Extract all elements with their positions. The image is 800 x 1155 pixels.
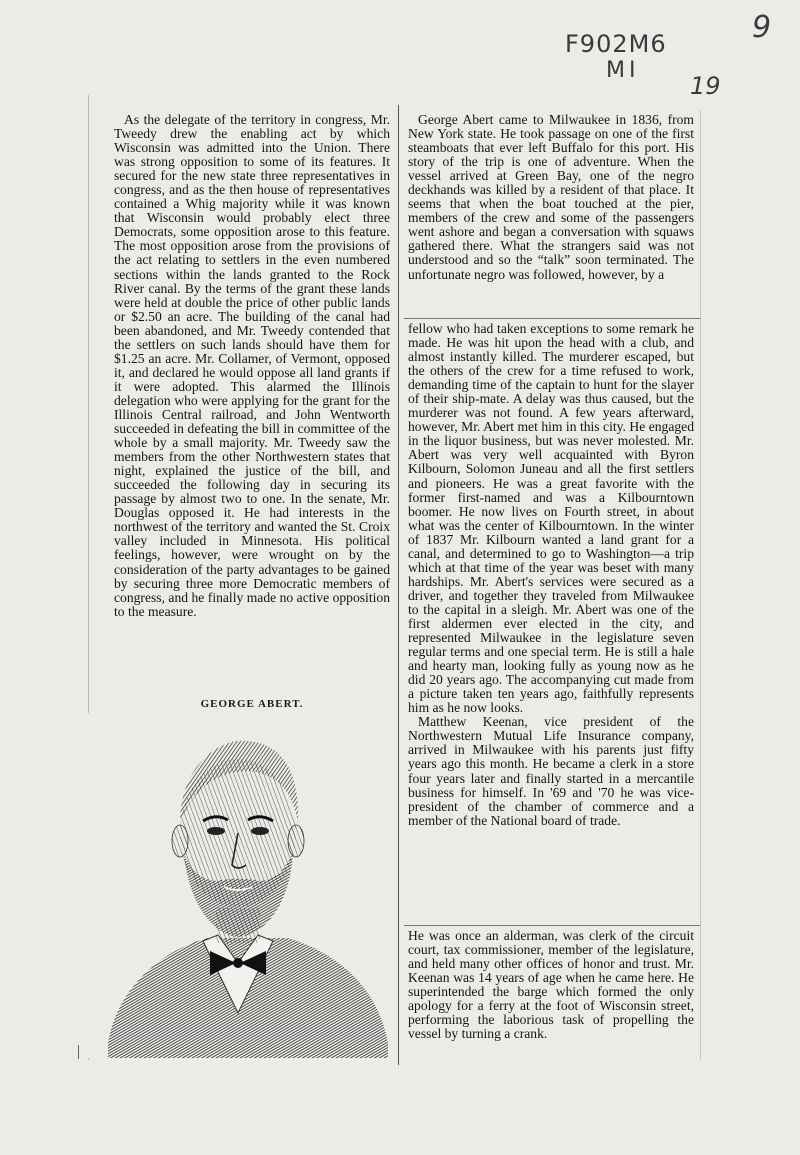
portrait-caption: GEORGE ABERT. bbox=[200, 698, 304, 710]
page-number-annotation: 19 bbox=[690, 72, 721, 100]
right-column-continued bbox=[408, 322, 694, 828]
folio-annotation: 9 bbox=[752, 10, 772, 45]
right-column bbox=[408, 113, 694, 282]
keenan-paragraph-2: He was once an alderman, was clerk of the circuit court, tax commissioner, member of the legislature, and held many other offices of honor and trust. Mr. Keenan was 14 years of age when he came here. He superintended the barge which formed the only apology for a ferry at the foot of Wisconsin street, performing the laborious task of propelling the vessel by turning a crank. bbox=[408, 928, 694, 1042]
margin-mark bbox=[78, 1045, 79, 1059]
right-column-final bbox=[408, 929, 694, 1041]
call-number-annotation: F902M6 bbox=[565, 30, 667, 58]
clipping-edge-right bbox=[700, 110, 701, 1060]
keenan-paragraph-1: Matthew Keenan, vice president of the Northwestern Mutual Life Insurance company, arrived in Milwaukee with his parents just fifty years ago this month. He became a clerk in a store four years later and finally started in a mercantile business for himself. In '69 and '70 he was vice-president of the chamber of commerce and a member of the National board of trade. bbox=[408, 714, 694, 828]
abert-paragraph-2: fellow who had taken exceptions to some remark he made. He was hit upon the head with a club, and almost instantly killed. The murderer escaped, but the others of the crew for a time refused to work, demanding time of the captain to hunt for the slayer of their ship-mate. A delay was thus caused, but the murderer was not found. A few years afterward, however, Mr. Abert met him in this city. He engaged in the liquor business, but was never molested. Mr. Abert was very well acquainted with Byron Kilbourn, Solomon Juneau and all the first settlers and pioneers. He was a great favorite with the former first-named and was a Kilbourntown boomer. He now lives on Fourth street, in about what was the center of Kilbourntown. In the winter of 1837 Mr. Kilbourn wanted a land grant for a canal, and determined to go to Washington—a trip which at that time of the year was beset with many hardships. Mr. Abert's services were secured as a driver, and together they traveled from Milwaukee to the capital in a sleigh. Mr. Abert was one of the first aldermen ever elected in the city, and represented Milwaukee in the legislature seven regular terms and one special term. He is still a hale and hearty man, looking fully as young now as he did 20 years ago. The accompanying cut made from a picture taken ten years ago, faithfully represents him as he now looks. bbox=[408, 321, 694, 716]
left-column bbox=[114, 113, 390, 619]
column-rule-2 bbox=[404, 925, 700, 926]
george-abert-portrait bbox=[88, 713, 390, 1058]
sub-annotation: MI bbox=[606, 58, 640, 83]
column-divider bbox=[398, 105, 399, 1065]
tweedy-paragraph: As the delegate of the territory in congress, Mr. Tweedy drew the enabling act by which Wisconsin was admitted into the Union. There was strong opposition to some of its features. It secured for the new state three representatives in congress, and as the then house of representatives contained a Whig majority while it was known that Wisconsin would probably elect three Democrats, some opposition arose to this feature. The most opposition arose from the provisions of the act relating to settlers in the even numbered sections within the lands granted to the Rock River canal. By the terms of the grant these lands were held at double the price of other public lands or $2.50 an acre. The building of the canal had been abandoned, and Mr. Tweedy contended that the settlers on such lands should have them for $1.25 an acre. Mr. Collamer, of Vermont, opposed it, and declared he would oppose all land grants if it were adopted. This alarmed the Illinois delegation who were applying for the grant for the Illinois Central railroad, and John Wentworth succeeded in defeating the bill in committee of the whole by a small majority. Mr. Tweedy saw the members from the other Northwestern states that night, explained the justice of the bill, and succeeded the following day in securing its passage by almost two to one. In the senate, Mr. Douglas opposed it. He had interests in the northwest of the territory and wanted the St. Croix valley included in Minnesota. His political feelings, however, were wrought on by the consideration of the party advantages to be gained by securing three more Democratic members of congress, and he finally made no active opposition to the measure. bbox=[114, 112, 390, 619]
column-rule-1 bbox=[404, 318, 700, 319]
abert-paragraph-1: George Abert came to Milwaukee in 1836, from New York state. He took passage on one of the first steamboats that ever left Buffalo for this port. His story of the trip is one of adventure. When the vessel arrived at Green Bay, one of the negro deckhands was killed by a resident of that place. It seems that when the boat touched at the pier, members of the crew and some of the passengers went ashore and began a conversation with squaws gathered there. What the strangers said was not understood and so the “talk” soon terminated. The unfortunate negro was followed, however, by a bbox=[408, 112, 694, 282]
